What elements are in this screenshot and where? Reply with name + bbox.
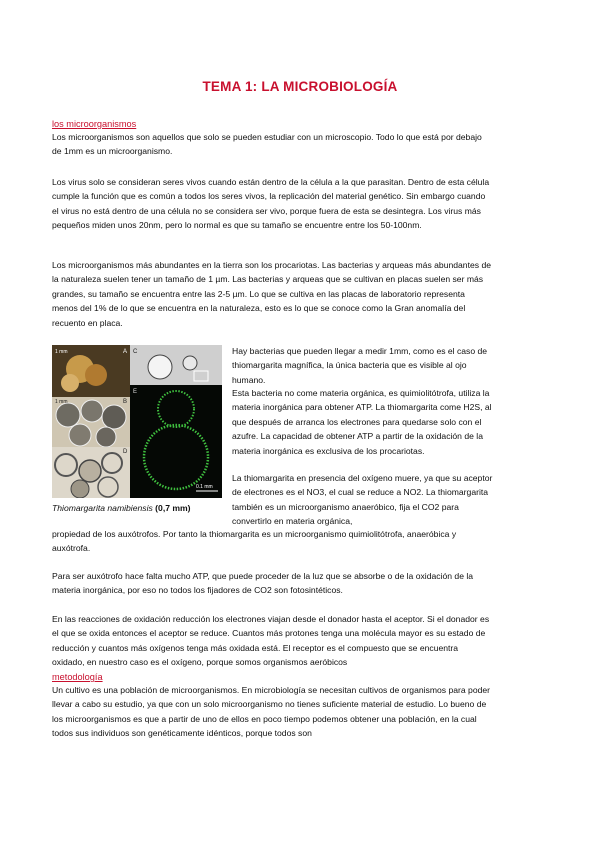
panel-label-b: B (123, 399, 128, 405)
paragraph: Un cultivo es una población de microorganismos. En microbiología se necesitan cultivos de organismos para poder llevar a cabo su estudio, ya que con un solo microorganismo no tienes suficiente material de estudio. Lo bueno de los microorganismos es que a partir de uno de ellos en poco tiempo podemos obtener una población, en la cual todos sus individuos son genéticamente idénticos, porque todos son (52, 685, 491, 739)
cell-chain-a (61, 374, 79, 392)
paragraph: La thiomargarita en presencia del oxígeno muere, ya que su aceptor de electrones es el NO3, el cual se reduce a NO2. La thiomargarita también es un microorganismo anaeróbico, fija el CO2 para convertirlo en materia orgánica, (232, 473, 493, 527)
panel-label-e: E (133, 389, 138, 395)
panel-label-c: C (133, 349, 138, 355)
thiomargarita-figure (52, 345, 222, 498)
micrograph-left-image (52, 345, 130, 498)
cell-chain-a (85, 364, 107, 386)
paragraph: propiedad de los auxótrofos. Por tanto la thiomargarita es un microorganismo quimiolitótrofa, anaeróbica y auxótrofa. (52, 529, 457, 554)
paragraph: Los microorganismos más abundantes en la tierra son los procariotas. Las bacterias y arqueas más abundantes de la naturaleza suelen tener un tamaño de 1 µm. Las bacterias y arqueas que se cultivan en placas suelen ser más grandes, su tamaño se encuentra entre las 2-5 µm. Lo que se cultiva en las placas de laboratorio representa menos del 1% de lo que se encuentra en la naturaleza, esto es lo que se conoce como la Gran anomalía del recuento en placa. (52, 260, 491, 328)
micrograph-right-image (130, 345, 222, 498)
panel-label-a: A (123, 349, 128, 355)
section-heading-metodologia: metodología (52, 672, 103, 682)
paragraph: En las reacciones de oxidación reducción los electrones viajan desde el donador hasta el aceptor. Si el donador es el que se oxida entonces el aceptor se reduce. Cuantos más protones tenga una molécula mayor es su estado de reducción y cuantos más oxígenos tenga más oxidada está. El receptor es el compuesto que se encuentra oxidado, en nuestro caso es el oxígeno, porque somos organismos aeróbicos (52, 614, 490, 668)
figure-left-panels (52, 345, 130, 498)
cell-b (102, 405, 126, 429)
cell-d (79, 460, 101, 482)
cell-c (148, 355, 172, 379)
scale-label-b: 1 mm (55, 399, 68, 405)
paragraph: Para ser auxótrofo hace falta mucho ATP, que puede proceder de la luz que se absorbe o de la oxidación de la materia inorgánica, por eso no todos los fijadores de CO2 son fotosintéticos. (52, 571, 474, 596)
section-heading-microorganismos: los microorganismos (52, 119, 137, 129)
cell-b (96, 427, 116, 447)
paragraph: Esta bacteria no come materia orgánica, es quimiolitótrofa, utiliza la materia inorgánica para obtener ATP. La thiomargarita come H2S, al que después de arranca los electrones para quedarse solo con el azufre. La capacidad de obtener ATP a partir de la oxidación de la materia inorgánica es exclusiva de los procariotas. (232, 388, 492, 456)
paragraph: Los microorganismos son aquellos que solo se pueden estudiar con un microscopio. Todo lo que está por debajo de 1mm es un microorganismo. (52, 132, 482, 157)
page-title: TEMA 1: LA MICROBIOLOGÍA (202, 79, 398, 94)
panel-e-background (130, 385, 222, 498)
cell-b (69, 424, 91, 446)
cell-d (71, 480, 89, 498)
cell-b (56, 403, 80, 427)
scale-label-a: 1 mm (55, 349, 68, 355)
cell-b (81, 400, 103, 422)
caption-species: Thiomargarita namibiensis (52, 503, 153, 513)
panel-label-d: D (123, 449, 128, 455)
figure-caption (52, 503, 191, 513)
paragraph: Los virus solo se consideran seres vivos cuando están dentro de la célula a la que parasitan. Dentro de esta célula cumple la función que es común a todos los seres vivos, la replicación del material genético. Sin embargo cuando el virus no está dentro de una célula no se considera ser vivo, porque fuera de esta se desintegra. Los virus más pequeños miden unos 20nm, pero lo normal es que su tamaño se encuentre entre los 50-100nm. (52, 177, 490, 231)
caption-size: (0,7 mm) (155, 503, 191, 513)
figure-right-panels (130, 345, 222, 498)
scale-label-c: 0.1 mm (196, 484, 213, 490)
cell-c (183, 356, 197, 370)
paragraph: Hay bacterias que pueden llegar a medir 1mm, como es el caso de thiomargarita magnífica, la única bacteria que es visible al ojo humano. (232, 346, 488, 385)
